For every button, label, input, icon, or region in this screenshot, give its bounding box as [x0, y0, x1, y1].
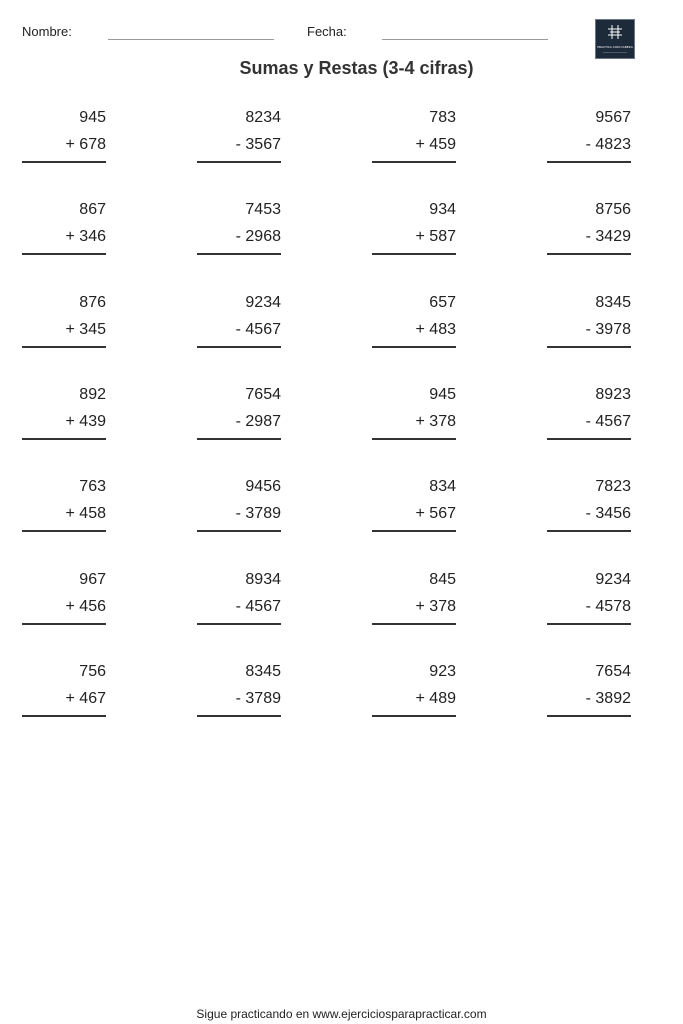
problem-operand: + 458 — [65, 505, 106, 522]
problem-item — [197, 201, 281, 259]
answer-line[interactable] — [372, 623, 456, 625]
answer-line[interactable] — [372, 715, 456, 717]
problem-top-number: 8756 — [595, 201, 631, 218]
problem-top-number: 756 — [79, 663, 106, 680]
problem-top-number: 867 — [79, 201, 106, 218]
problem-item — [372, 294, 456, 352]
problem-operand: + 378 — [415, 598, 456, 615]
problem-operand: - 4567 — [585, 413, 631, 430]
problem-top-number: 8345 — [245, 663, 281, 680]
answer-line[interactable] — [22, 253, 106, 255]
problem-operand: + 567 — [415, 505, 456, 522]
problem-operand: + 345 — [65, 321, 106, 338]
date-label: Fecha: — [307, 24, 347, 39]
problem-top-number: 8934 — [245, 571, 281, 588]
problem-operand: + 678 — [65, 136, 106, 153]
problem-operand: + 439 — [65, 413, 106, 430]
answer-line[interactable] — [547, 161, 631, 163]
problem-top-number: 8345 — [595, 294, 631, 311]
answer-line[interactable] — [197, 530, 281, 532]
problem-item — [547, 201, 631, 259]
problem-item — [22, 663, 106, 721]
answer-line[interactable] — [547, 530, 631, 532]
footer-text: Sigue practicando en www.ejerciciosparapracticar.com — [196, 1007, 487, 1021]
logo-text: PRÁCTICA CON CABEZA — [597, 46, 633, 49]
problem-operand: - 4578 — [585, 598, 631, 615]
problem-top-number: 7654 — [245, 386, 281, 403]
answer-line[interactable] — [547, 253, 631, 255]
problem-top-number: 9234 — [245, 294, 281, 311]
problem-item — [22, 478, 106, 536]
answer-line[interactable] — [22, 530, 106, 532]
answer-line[interactable] — [547, 438, 631, 440]
problem-operand: - 3789 — [235, 690, 281, 707]
problem-top-number: 763 — [79, 478, 106, 495]
problem-item — [547, 663, 631, 721]
problem-item — [22, 571, 106, 629]
problem-item — [547, 386, 631, 444]
answer-line[interactable] — [372, 161, 456, 163]
problem-item — [547, 109, 631, 167]
problem-operand: + 483 — [415, 321, 456, 338]
problem-top-number: 834 — [429, 478, 456, 495]
problem-operand: + 489 — [415, 690, 456, 707]
problem-top-number: 783 — [429, 109, 456, 126]
problem-operand: + 467 — [65, 690, 106, 707]
problem-top-number: 845 — [429, 571, 456, 588]
problem-item — [22, 294, 106, 352]
problem-operand: + 459 — [415, 136, 456, 153]
problem-item — [547, 478, 631, 536]
answer-line[interactable] — [22, 161, 106, 163]
problem-item — [547, 571, 631, 629]
problem-operand: - 2987 — [235, 413, 281, 430]
answer-line[interactable] — [547, 715, 631, 717]
problem-top-number: 876 — [79, 294, 106, 311]
problem-item — [372, 109, 456, 167]
problem-top-number: 7823 — [595, 478, 631, 495]
problem-operand: - 4567 — [235, 598, 281, 615]
problem-item — [197, 109, 281, 167]
problem-operand: - 4567 — [235, 321, 281, 338]
answer-line[interactable] — [372, 530, 456, 532]
page-title: Sumas y Restas (3-4 cifras) — [239, 58, 474, 78]
answer-line[interactable] — [547, 346, 631, 348]
answer-line[interactable] — [22, 715, 106, 717]
problem-operand: + 456 — [65, 598, 106, 615]
problem-top-number: 967 — [79, 571, 106, 588]
problem-top-number: 8234 — [245, 109, 281, 126]
problem-top-number: 934 — [429, 201, 456, 218]
name-label: Nombre: — [22, 24, 72, 39]
problem-top-number: 892 — [79, 386, 106, 403]
problem-operand: - 3789 — [235, 505, 281, 522]
answer-line[interactable] — [547, 623, 631, 625]
problem-item — [197, 386, 281, 444]
problem-item — [372, 571, 456, 629]
problem-top-number: 923 — [429, 663, 456, 680]
problem-operand: - 4823 — [585, 136, 631, 153]
problem-item — [197, 571, 281, 629]
answer-line[interactable] — [372, 438, 456, 440]
answer-line[interactable] — [197, 623, 281, 625]
problem-operand: - 3456 — [585, 505, 631, 522]
answer-line[interactable] — [372, 346, 456, 348]
problem-top-number: 8923 — [595, 386, 631, 403]
problem-operand: - 3429 — [585, 228, 631, 245]
problem-operand: + 346 — [65, 228, 106, 245]
problem-top-number: 7453 — [245, 201, 281, 218]
problem-operand: - 3978 — [585, 321, 631, 338]
problem-top-number: 945 — [79, 109, 106, 126]
answer-line[interactable] — [197, 161, 281, 163]
problem-top-number: 9456 — [245, 478, 281, 495]
problem-operand: + 587 — [415, 228, 456, 245]
problem-item — [372, 478, 456, 536]
problem-top-number: 945 — [429, 386, 456, 403]
answer-line[interactable] — [197, 715, 281, 717]
answer-line[interactable] — [372, 253, 456, 255]
problem-item — [372, 386, 456, 444]
problem-item — [197, 294, 281, 352]
problem-item — [547, 294, 631, 352]
problem-top-number: 9234 — [595, 571, 631, 588]
problem-operand: - 3567 — [235, 136, 281, 153]
problem-operand: + 378 — [415, 413, 456, 430]
problem-item — [372, 663, 456, 721]
problem-operand: - 3892 — [585, 690, 631, 707]
problem-top-number: 9567 — [595, 109, 631, 126]
answer-line[interactable] — [22, 623, 106, 625]
answer-line[interactable] — [22, 346, 106, 348]
problem-item — [22, 386, 106, 444]
problem-item — [22, 109, 106, 167]
problem-item — [372, 201, 456, 259]
problem-item — [197, 663, 281, 721]
problem-top-number: 7654 — [595, 663, 631, 680]
problem-operand: - 2968 — [235, 228, 281, 245]
answer-line[interactable] — [197, 346, 281, 348]
problem-item — [197, 478, 281, 536]
answer-line[interactable] — [197, 438, 281, 440]
problem-item — [22, 201, 106, 259]
answer-line[interactable] — [197, 253, 281, 255]
answer-line[interactable] — [22, 438, 106, 440]
problem-top-number: 657 — [429, 294, 456, 311]
